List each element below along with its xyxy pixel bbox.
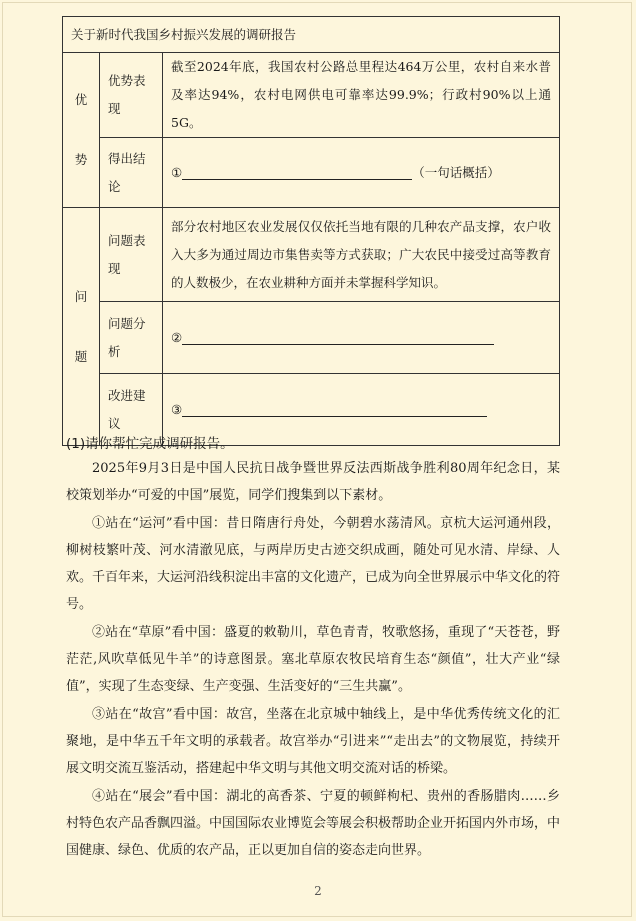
- problem-category: [63, 208, 100, 446]
- report-title: 关于新时代我国乡村振兴发展的调研报告: [63, 17, 560, 53]
- question-1-prompt: (1)请你帮忙完成调研报告。: [66, 436, 234, 452]
- problem-performance-text: 部分农村地区农业发展仅仅依托当地有限的几种农产品支撑，农户收入大多为通过周边市集售卖等方式获取；广大农民中接受过高等教育的人数极少，在农业耕种方面并未掌握科学知识。: [163, 208, 560, 302]
- conclusion-hint: （一句话概括）: [412, 164, 500, 180]
- problem-analysis-cell: [163, 302, 560, 374]
- advantage-category-label: 优势: [74, 92, 88, 167]
- material-text: [66, 455, 560, 864]
- answer-marker-1: ①: [171, 164, 183, 180]
- problem-performance-label: 问题表现: [100, 208, 163, 302]
- problem-suggestion-label: 改进建议: [100, 374, 163, 446]
- material-paragraph-expo: ④站在“展会”看中国：湖北的高香茶、宁夏的顿鲜枸杞、贵州的香肠腊肉……乡村特色农产品香飘四溢。中国国际农业博览会等展会积极帮助企业开拓国内外市场，中国健康、绿色、优质的农产品，正以更加自信的姿态走向世界。: [66, 788, 561, 859]
- advantage-performance-text: 截至2024年底，我国农村公路总里程达464万公里，农村自来水普及率达94%，农村电网供电可靠率达99.9%；行政村90%以上通5G。: [163, 53, 560, 138]
- problem-category-label: 问题: [74, 288, 88, 364]
- advantage-conclusion-label: 得出结论: [100, 138, 163, 208]
- answer-blank-2[interactable]: [182, 330, 494, 345]
- material-paragraph-canal: ①站在“运河”看中国：昔日隋唐行舟处，今朝碧水荡清风。京杭大运河通州段，柳树枝繁叶茂、河水清澈见底，与两岸历史古迹交织成画，随处可见水清、岸绿、人欢。千百年来，大运河沿线积淀出丰富的文化遗产，已成为向全世界展示中华文化的符号。: [66, 515, 561, 613]
- advantage-category: [63, 53, 100, 208]
- answer-blank-1[interactable]: [182, 165, 412, 180]
- material-paragraph-grassland: ②站在“草原”看中国：盛夏的敕勒川，草色青青，牧歌悠扬，重现了“天苍苍，野茫茫,风吹草低见牛羊”的诗意图景。塞北草原农牧民培育生态“颜值”，壮大产业“绿值”，实现了生态变绿、生产变强、生活变好的“三生共赢”。: [66, 624, 560, 695]
- answer-blank-3[interactable]: [182, 402, 487, 417]
- advantage-performance-label: 优势表现: [100, 53, 163, 138]
- survey-report-table: [62, 16, 560, 446]
- answer-marker-3: ③: [171, 401, 183, 417]
- problem-analysis-label: 问题分析: [100, 302, 163, 374]
- page-number: 2: [314, 884, 322, 898]
- answer-marker-2: ②: [171, 329, 183, 345]
- material-paragraph-palace: ③站在“故宫”看中国：故宫，坐落在北京城中轴线上，是中华优秀传统文化的汇聚地，是中华五千年文明的承载者。故宫举办“引进来”“走出去”的文物展览，持续开展文明交流互鉴活动，搭建起中华文明与其他文明交流对话的桥梁。: [66, 706, 560, 777]
- material-paragraph-intro: 2025年9月3日是中国人民抗日战争暨世界反法西斯战争胜利80周年纪念日，某校策划举办“可爱的中国”展览，同学们搜集到以下素材。: [66, 461, 560, 504]
- advantage-conclusion-cell: [163, 138, 560, 208]
